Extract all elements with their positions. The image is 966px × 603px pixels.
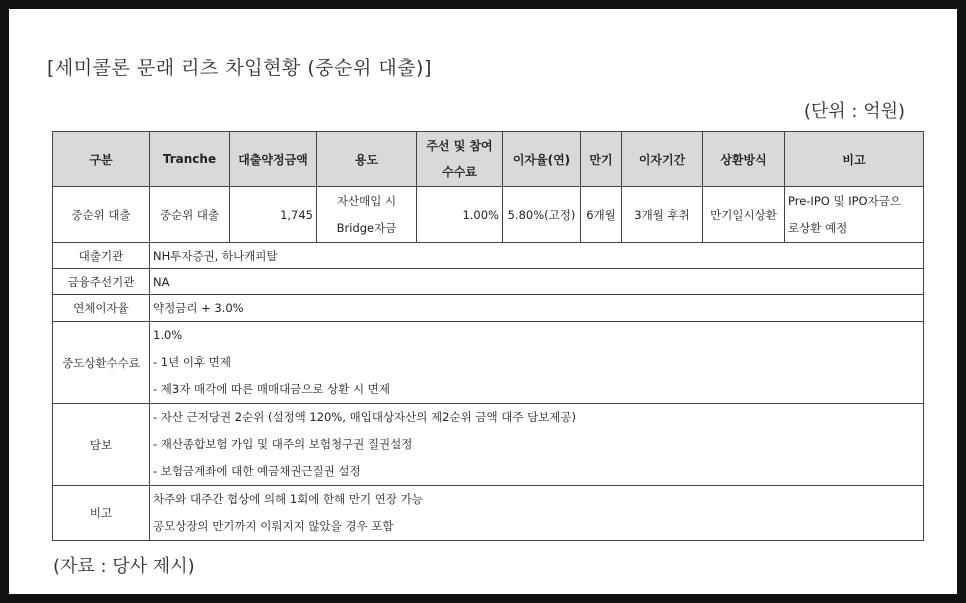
interest-period-cell: 3개월 후취 (622, 187, 703, 243)
detail-line: 공모상장의 만기까지 이뤄지지 않았을 경우 포함 (153, 519, 394, 533)
detail-value (150, 486, 924, 541)
fee-cell: 1.00% (417, 187, 503, 243)
document-title: [세미콜론 문래 리츠 차입현황 (중순위 대출)] (47, 57, 432, 79)
unit-label: (단위 : 억원) (803, 101, 905, 122)
detail-row-collateral (53, 404, 924, 486)
detail-line: 1.0% (153, 328, 183, 342)
detail-row-prepayment-fee (53, 322, 924, 404)
header-cell: 상환방식 (703, 132, 785, 187)
detail-line: - 자산 근저당권 2순위 (설정액 120%, 매입대상자산의 제2순위 금액 대주 담보제공) (153, 410, 577, 424)
remark-cell (785, 187, 924, 243)
header-row (53, 132, 924, 187)
detail-line: - 보험금계좌에 대한 예금채권근질권 설정 (153, 464, 361, 478)
source-note: (자료 : 당사 제시) (53, 556, 195, 577)
detail-label: 비고 (53, 486, 150, 541)
header-cell: 주선 및 참여 수수료 (417, 132, 503, 187)
main-row (53, 187, 924, 243)
header-cell: 만기 (581, 132, 622, 187)
remark-line: 로상환 예정 (788, 220, 848, 235)
header-cell: 이자기간 (622, 132, 703, 187)
detail-line: - 재산종합보험 가입 및 대주의 보험청구권 질권설정 (153, 437, 413, 451)
header-cell: 비고 (785, 132, 924, 187)
header-cell: Tranche (150, 132, 230, 187)
use-cell (317, 187, 417, 243)
maturity-cell: 6개월 (581, 187, 622, 243)
remark-line: Pre-IPO 및 IPO자금으 (788, 193, 901, 208)
header-cell: 이자율(연) (503, 132, 581, 187)
use-line: 자산매입 시 (336, 193, 397, 208)
detail-label: 중도상환수수료 (53, 322, 150, 404)
detail-row-lender (53, 243, 924, 269)
repayment-cell: 만기일시상환 (703, 187, 785, 243)
use-line: Bridge자금 (336, 220, 397, 235)
header-cell: 구분 (53, 132, 150, 187)
detail-row-remarks (53, 486, 924, 541)
detail-value: NH투자증권, 하나캐피탈 (150, 243, 924, 269)
detail-label: 금융주선기관 (53, 269, 150, 295)
detail-row-overdue-rate (53, 295, 924, 322)
category-cell: 중순위 대출 (53, 187, 150, 243)
detail-value: NA (150, 269, 924, 295)
detail-label: 대출기관 (53, 243, 150, 269)
detail-label: 담보 (53, 404, 150, 486)
header-cell: 대출약정금액 (230, 132, 317, 187)
detail-label: 연체이자율 (53, 295, 150, 322)
detail-value (150, 322, 924, 404)
detail-value: 약정금리 + 3.0% (150, 295, 924, 322)
detail-line: - 1년 이후 면제 (153, 355, 231, 369)
tranche-cell: 중순위 대출 (150, 187, 230, 243)
detail-value (150, 404, 924, 486)
detail-line: 차주와 대주간 협상에 의해 1회에 한해 만기 연장 가능 (153, 492, 423, 506)
loan-table (52, 131, 924, 541)
rate-cell: 5.80%(고정) (503, 187, 581, 243)
amount-cell: 1,745 (230, 187, 317, 243)
header-cell: 용도 (317, 132, 417, 187)
detail-line: - 제3자 매각에 따른 매매대금으로 상환 시 면제 (153, 382, 391, 396)
detail-row-arranger (53, 269, 924, 295)
